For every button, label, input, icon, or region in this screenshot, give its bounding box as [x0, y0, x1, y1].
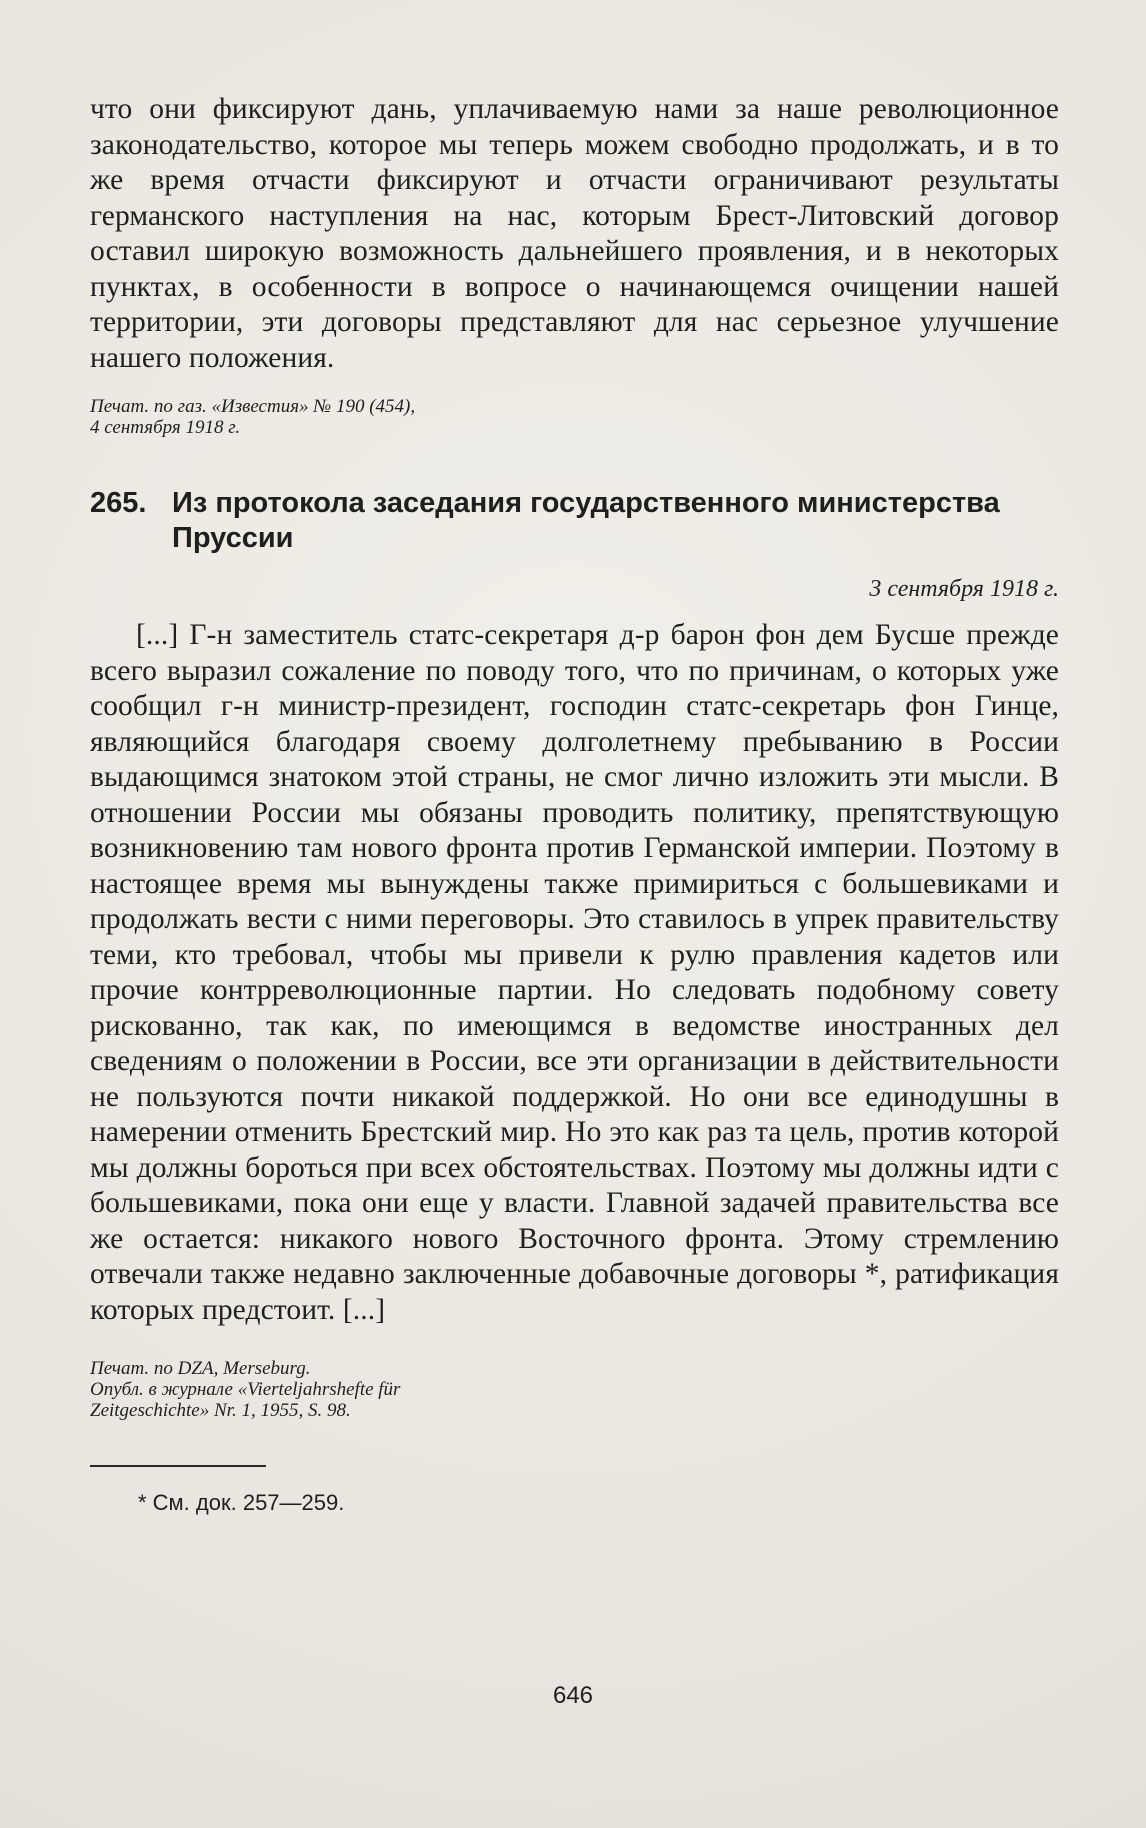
document-heading: [90, 486, 1059, 556]
document-title: Из протокола заседания государственного министерства Пруссии: [172, 487, 1000, 554]
text-column: [90, 92, 1059, 1517]
continuation-paragraph: что они фиксируют дань, уплачиваемую нами за наше революционное законодательство, которое мы теперь можем свободно продолжать, и в то же время отчасти фиксируют и отчасти ограничивают результаты германского наступления на нас, которым Брест-Литовский договор оставил широкую возможность дальнейшего проявления, и в некоторых пунктах, в особенности в вопросе о начинающемся очищении нашей территории, эти договоры представляют для нас серьезное улучшение нашего положения.: [90, 93, 1059, 374]
source-note-1: [90, 396, 1059, 438]
source-note-1-line-2: 4 сентября 1918 г.: [90, 417, 241, 438]
document-body: [...] Г-н заместитель статс-секретаря д-р барон фон дем Бусше прежде всего выразил сожаление по поводу того, что по причинам, о которых уже сообщил г-н министр-президент, господин статс-секретарь фон Гинце, являющийся благодаря своему долголетнему пребыванию в России выдающимся знатоком этой страны, не смог лично изложить эти мысли. В отношении России мы обязаны проводить политику, препятствующую возникновению там нового фронта против Германской империи. Поэтому в настоящее время мы вынуждены также примириться с большевиками и продолжать вести с ними переговоры. Это ставилось в упрек правительству теми, кто требовал, чтобы мы привели к рулю правления кадетов или прочие контрреволюционные партии. Но следовать подобному совету рискованно, так как, по имеющимся в ведомстве иностранных дел сведениям о положении в России, все эти организации в действительности не пользуются почти никакой поддержкой. Но они все единодушны в намерении отменить Брестский мир. Но это как раз та цель, против которой мы должны бороться при всех обстоятельствах. Поэтому мы должны идти с большевиками, пока они еще у власти. Главной задачей правительства все же остается: никакого нового Восточного фронта. Этому стремлению отвечали также недавно заключенные добавочные договоры *, ратификация которых предстоит. [...]: [90, 619, 1059, 1326]
source-note-2: [90, 1358, 1059, 1421]
source-note-2-line-2: Опубл. в журнале «Vierteljahrshefte für: [90, 1379, 401, 1400]
document-number: 265.: [90, 487, 147, 519]
footnote: * См. док. 257—259.: [138, 1490, 345, 1515]
source-note-2-line-3: Zeitgeschichte» Nr. 1, 1955, S. 98.: [90, 1400, 351, 1421]
page-number: 646: [552, 1682, 594, 1709]
source-note-2-line-1: Печат. по DZA, Merseburg.: [90, 1358, 311, 1379]
document-date: 3 сентября 1918 г.: [869, 576, 1059, 602]
source-note-1-line-1: Печат. по газ. «Известия» № 190 (454),: [90, 396, 416, 417]
